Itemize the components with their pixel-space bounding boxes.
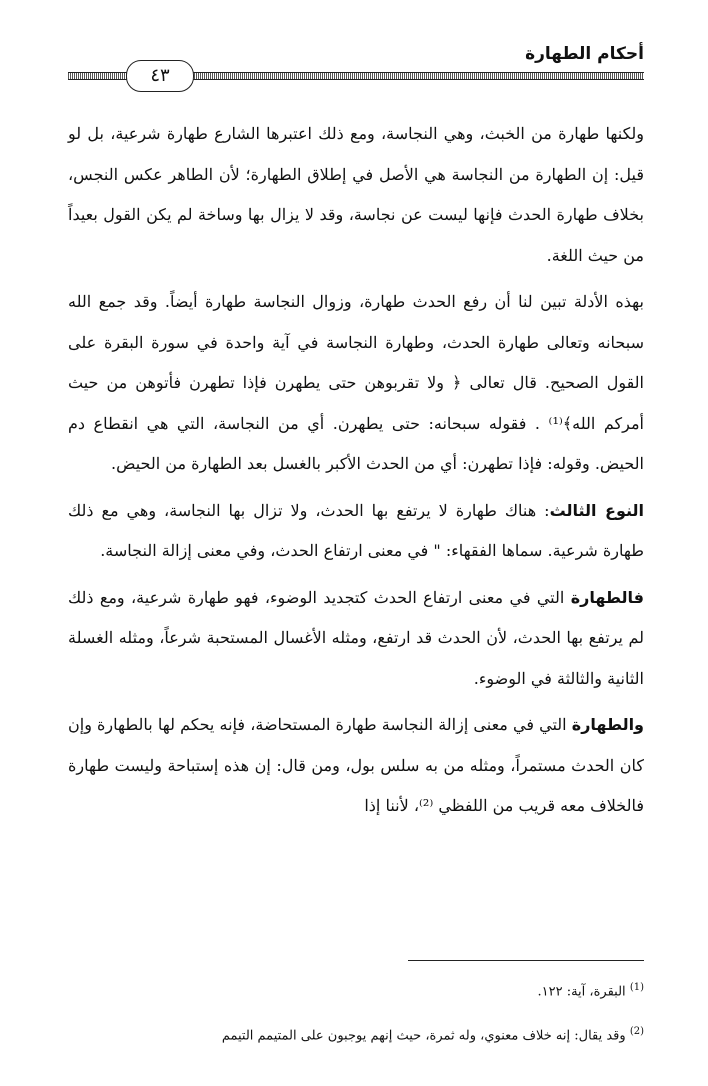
page-number-badge: ٤٣: [126, 60, 194, 92]
paragraph: [68, 114, 644, 276]
paragraph-text: بهذه الأدلة تبين لنا أن رفع الحدث طهارة، وزوال النجاسة طهارة أيضاً. وقد جمع الله سبحانه وتعالى طهارة الحدث، وطهارة النجاسة في آية واحدة في سورة البقرة على القول الصحيح. قال تعالى ﴿ ولا تقربوهن حتى يطهرن فإذا تطهرن فأتوهن من حيث أمركم الله﴾⁽¹⁾ . فقوله سبحانه: حتى يطهرن. أي من النجاسة، التي هي انقطاع دم الحيض. وقوله: فإذا تطهرن: أي من الحدث الأكبر بالغسل بعد الطهارة من الحيض.: [68, 292, 644, 473]
body-text: [68, 114, 644, 827]
footnote: [68, 1012, 644, 1056]
paragraph-lead: النوع الثالث: [549, 500, 644, 520]
paragraph-lead: والطهارة: [571, 715, 644, 734]
footnote-marker: (1): [629, 982, 644, 993]
paragraph-text: التي في معنى إزالة النجاسة طهارة المستحاضة، فإنه يحكم لها بالطهارة وإن كان الحدث مستمراً، ومثله من به سلس بول، ومن قال: إن هذه إستباحة وليست طهارة فالخلاف معه قريب من اللفظي ⁽²⁾، لأننا إذا: [68, 715, 644, 815]
footnote-text: البقرة، آية: ١٢٢.: [537, 984, 626, 1000]
paragraph: [68, 491, 644, 572]
footnote: [68, 968, 644, 1012]
paragraph: [68, 705, 644, 827]
footnote-marker: (2): [629, 1026, 644, 1038]
paragraph: [68, 282, 644, 485]
running-header-title: أحكام الطهارة: [525, 44, 644, 64]
footnote-text: وقد يقال: إنه خلاف معنوي، وله ثمرة، حيث إنهم يوجبون على المتيمم التيمم: [221, 1028, 626, 1044]
paragraph-text: ولكنها طهارة من الخبث، وهي النجاسة، ومع ذلك اعتبرها الشارع طهارة شرعية، بل لو قيل: إن الطهارة من النجاسة هي الأصل في إطلاق الطهارة؛ لأن الطاهر عكس النجس، بخلاف طهارة الحدث فإنها ليست عن نجاسة، وقد لا يزال بها وساخة لم يكن القول بعيداً من حيث اللغة.: [68, 124, 645, 265]
paragraph-lead: فالطهارة: [570, 587, 644, 607]
paragraph: [68, 578, 644, 700]
paragraph-text: التي في معنى ارتفاع الحدث كتجديد الوضوء، فهو طهارة شرعية، ومع ذلك لم يرتفع بها الحدث، لأن الحدث قد ارتفع، ومثله الأغسال المستحبة شرعاً، ومثله الغسلة الثانية والثالثة في الوضوء.: [68, 587, 644, 688]
footnote-separator: [408, 960, 644, 961]
footnotes: [68, 968, 644, 1057]
paragraph-text: : هناك طهارة لا يرتفع بها الحدث، ولا تزال بها النجاسة، وهي مع ذلك طهارة شرعية. سماها الفقهاء: " في معنى ارتفاع الحدث، وفي معنى إزالة النجاسة.: [68, 500, 644, 560]
